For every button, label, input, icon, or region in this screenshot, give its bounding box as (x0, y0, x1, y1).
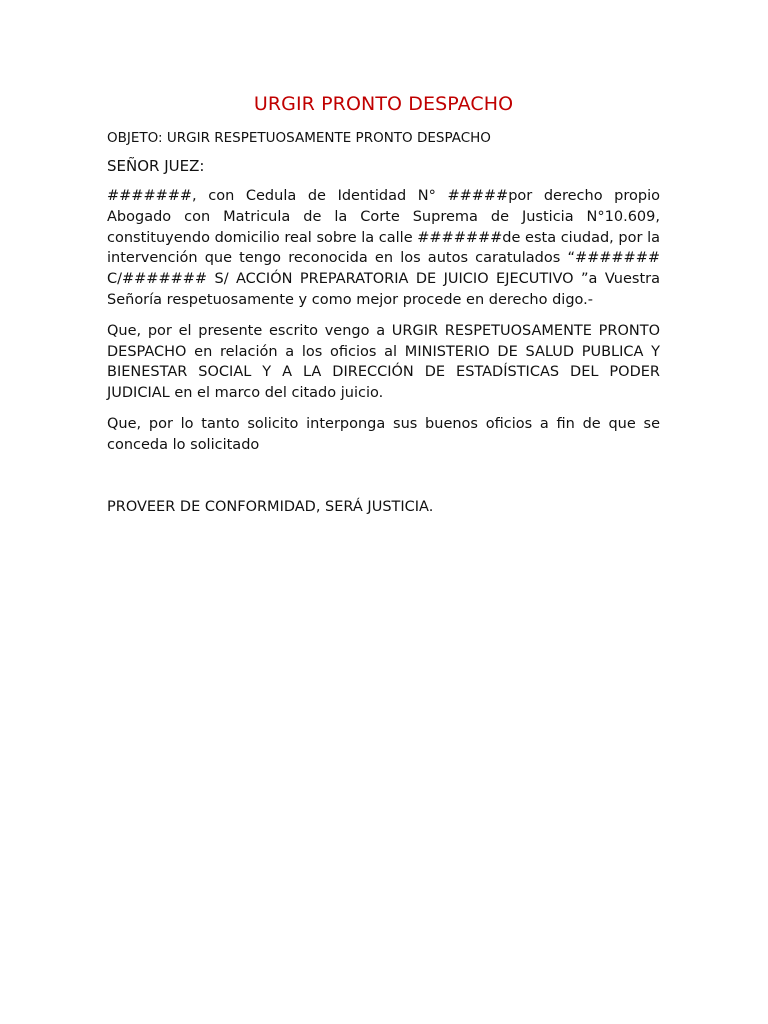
paragraph-petition: Que, por lo tanto solicito interponga sus buenos oficios a fin de que se conceda lo solicitado (107, 415, 660, 453)
spacer (107, 466, 660, 497)
paragraph-request: Que, por el presente escrito vengo a URGIR RESPETUOSAMENTE PRONTO DESPACHO en relación a los oficios al MINISTERIO DE SALUD PUBLICA Y BIENESTAR SOCIAL Y A LA DIRECCIÓN DE ESTADÍSTICAS DEL PODER JUDICIAL en el marco del citado juicio. (107, 322, 660, 402)
paragraph-introduction: #######, con Cedula de Identidad N° #####por derecho propio Abogado con Matricula de la Corte Suprema de Justicia N°10.609, constituyendo domicilio real sobre la calle #######de esta ciudad, por la intervención que tengo reconocida en los autos caratulados “####### C/####### S/ ACCIÓN PREPARATORIA DE JUICIO EJECUTIVO ”a Vuestra Señoría respetuosamente y como mejor procede en derecho digo.- (107, 188, 660, 308)
salutation: SEÑOR JUEZ: (107, 157, 205, 175)
objeto-line: OBJETO: URGIR RESPETUOSAMENTE PRONTO DESPACHO (107, 130, 491, 146)
closing-line: PROVEER DE CONFORMIDAD, SERÁ JUSTICIA. (107, 498, 434, 515)
document-title: URGIR PRONTO DESPACHO (253, 93, 514, 115)
document-body (107, 92, 660, 517)
